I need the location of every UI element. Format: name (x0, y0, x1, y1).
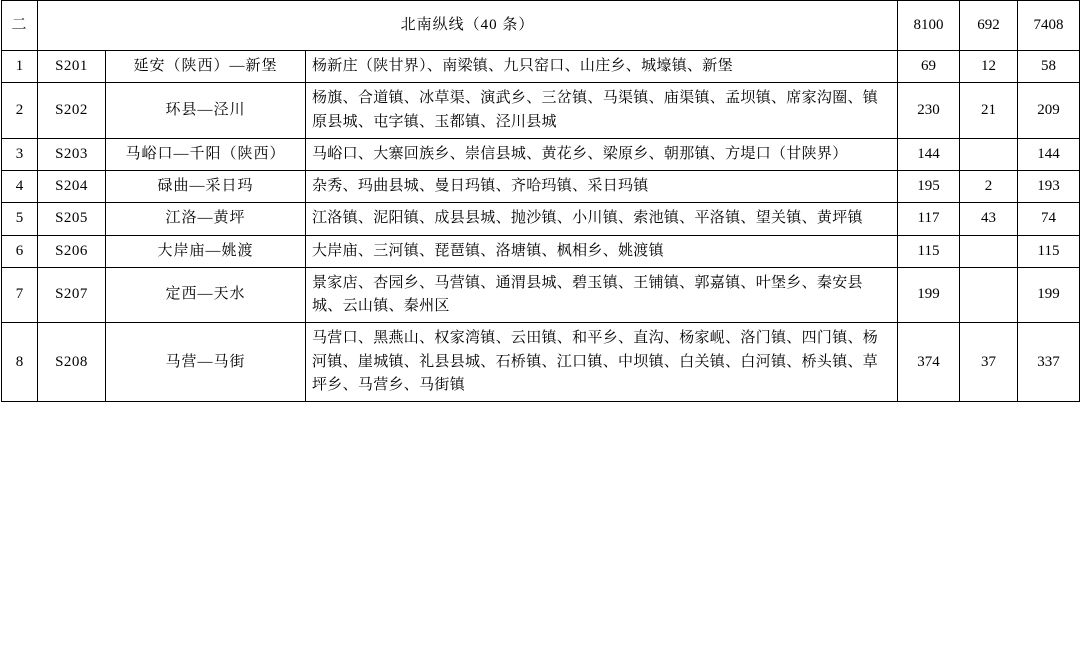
row-col-b: 74 (1018, 203, 1080, 235)
row-col-a: 2 (960, 171, 1018, 203)
row-code: S201 (38, 51, 106, 83)
row-index: 6 (2, 235, 38, 267)
row-places: 杨新庄（陕甘界）、南梁镇、九只窑口、山庄乡、城壕镇、新堡 (306, 51, 898, 83)
row-col-b: 58 (1018, 51, 1080, 83)
row-places: 江洛镇、泥阳镇、成县县城、抛沙镇、小川镇、索池镇、平洛镇、望关镇、黄坪镇 (306, 203, 898, 235)
row-code: S202 (38, 83, 106, 139)
table-row (2, 51, 1080, 83)
row-name: 江洛—黄坪 (106, 203, 306, 235)
row-name: 马峪口—千阳（陕西） (106, 138, 306, 170)
row-places: 杨旗、合道镇、冰草渠、演武乡、三岔镇、马渠镇、庙渠镇、孟坝镇、席家沟圈、镇原县城、屯字镇、玉都镇、泾川县城 (306, 83, 898, 139)
row-col-a: 21 (960, 83, 1018, 139)
table-row (2, 83, 1080, 139)
row-name: 定西—天水 (106, 267, 306, 323)
row-places: 大岸庙、三河镇、琵琶镇、洛塘镇、枫相乡、姚渡镇 (306, 235, 898, 267)
row-name: 延安（陕西）—新堡 (106, 51, 306, 83)
row-name: 马营—马街 (106, 323, 306, 402)
section-col-a: 692 (960, 1, 1018, 51)
row-col-a: 37 (960, 323, 1018, 402)
row-col-b: 193 (1018, 171, 1080, 203)
row-code: S207 (38, 267, 106, 323)
row-index: 8 (2, 323, 38, 402)
table-row (2, 138, 1080, 170)
row-code: S206 (38, 235, 106, 267)
row-total: 117 (898, 203, 960, 235)
row-index: 7 (2, 267, 38, 323)
row-code: S204 (38, 171, 106, 203)
section-index: 二 (2, 1, 38, 51)
row-name: 大岸庙—姚渡 (106, 235, 306, 267)
table-row (2, 235, 1080, 267)
table-section-header-row (2, 1, 1080, 51)
row-code: S208 (38, 323, 106, 402)
table-row (2, 323, 1080, 402)
row-col-b: 115 (1018, 235, 1080, 267)
row-name: 碌曲—采日玛 (106, 171, 306, 203)
row-index: 3 (2, 138, 38, 170)
row-places: 马峪口、大寨回族乡、崇信县城、黄花乡、梁原乡、朝那镇、方堤口（甘陕界） (306, 138, 898, 170)
row-col-a (960, 138, 1018, 170)
row-index: 5 (2, 203, 38, 235)
section-col-b: 7408 (1018, 1, 1080, 51)
section-total: 8100 (898, 1, 960, 51)
row-code: S205 (38, 203, 106, 235)
row-total: 69 (898, 51, 960, 83)
row-places: 景家店、杏园乡、马营镇、通渭县城、碧玉镇、王铺镇、郭嘉镇、叶堡乡、秦安县城、云山镇、秦州区 (306, 267, 898, 323)
row-index: 1 (2, 51, 38, 83)
row-total: 374 (898, 323, 960, 402)
row-col-b: 337 (1018, 323, 1080, 402)
row-total: 115 (898, 235, 960, 267)
row-total: 230 (898, 83, 960, 139)
row-col-a: 43 (960, 203, 1018, 235)
row-col-a: 12 (960, 51, 1018, 83)
row-name: 环县—泾川 (106, 83, 306, 139)
row-total: 195 (898, 171, 960, 203)
row-index: 2 (2, 83, 38, 139)
row-col-a (960, 267, 1018, 323)
section-title: 北南纵线（40 条） (38, 1, 898, 51)
row-col-b: 199 (1018, 267, 1080, 323)
row-col-a (960, 235, 1018, 267)
row-places: 马营口、黑燕山、权家湾镇、云田镇、和平乡、直沟、杨家岘、洛门镇、四门镇、杨河镇、崖城镇、礼县县城、石桥镇、江口镇、中坝镇、白关镇、白河镇、桥头镇、草坪乡、马营乡、马街镇 (306, 323, 898, 402)
table-row (2, 171, 1080, 203)
row-total: 199 (898, 267, 960, 323)
row-col-b: 144 (1018, 138, 1080, 170)
route-table (1, 0, 1080, 402)
row-total: 144 (898, 138, 960, 170)
table-row (2, 203, 1080, 235)
row-places: 杂秀、玛曲县城、曼日玛镇、齐哈玛镇、采日玛镇 (306, 171, 898, 203)
row-col-b: 209 (1018, 83, 1080, 139)
table-row (2, 267, 1080, 323)
row-index: 4 (2, 171, 38, 203)
row-code: S203 (38, 138, 106, 170)
